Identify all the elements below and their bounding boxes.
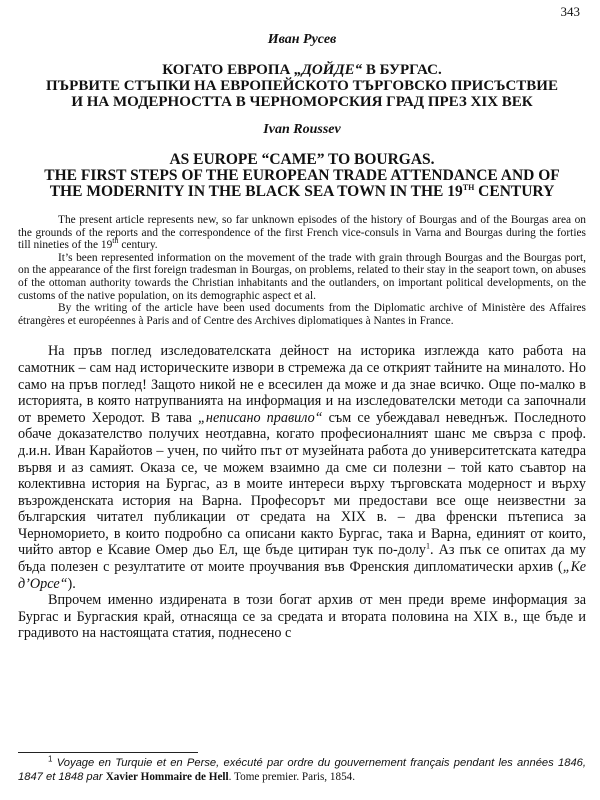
title-english-line-3: THE MODERNITY IN THE BLACK SEA TOWN IN THE 19TH CENTURY xyxy=(49,182,555,200)
footnote-reference[interactable]: 1 xyxy=(426,541,430,551)
body-paragraph-2: Впрочем именно издирената в този богат архив от мен преди време информация за Бургас и Бургаския край, отнасяща се за средата и втората половина на XIX в., ще бъде и градивото на настоящата статия, поднесено с xyxy=(18,592,586,642)
footnote: $^1$ Voyage en Turquie et en Perse, exécuté par ordre du gouvernement français pendant les années 1846, 1847 et 1848 par Xavier Hommaire de Hell. Tome premier. Paris, 1854. xyxy=(18,754,586,783)
abstract-paragraph-1: The present article represents new, so far unknown episodes of the history of Bourgas and of the Bourgas area on the grounds of the reports and the correspondence of the first French vice-consuls in Varna and Bourgas during the forties till nineties of the 19th century. xyxy=(18,214,586,252)
author-name-bulgarian: Иван Русев xyxy=(267,32,337,47)
abstract-paragraph-2: It’s been represented information on the movement of the trade with grain through Bourgas and the Bourgas port, on the appearance of the first foreign tradesman in Bourgas, on problems, related to their stay in the seaport town, on abuses of the ottoman authority towards the Christian inhabitants and the outlanders, on important political developments, on the customs of the native population, on its demographic aspect et al. xyxy=(18,251,586,302)
page-number: 343 xyxy=(560,4,580,19)
title-bulgarian-line-3: И НА МОДЕРНОСТТА В ЧЕРНОМОРСКИЯ ГРАД ПРЕЗ XIX ВЕК xyxy=(71,94,533,110)
footnote-marker: 1 xyxy=(48,754,53,764)
abstract xyxy=(18,214,586,327)
italic-phrase: „неписано правило“ xyxy=(198,409,323,426)
title-english xyxy=(18,152,586,200)
title-bulgarian-line-1: КОГАТО ЕВРОПА „ДОЙДЕ“ В БУРГАС. xyxy=(162,62,442,78)
title-bulgarian-line-2: ПЪРВИТЕ СТЪПКИ НА ЕВРОПЕЙСКОТО ТЪРГОВСКО ПРИСЪСТВИЕ xyxy=(46,78,558,94)
abstract-paragraph-3: By the writing of the article have been used documents from the Diplomatic archive of Ministère des Affaires étrangères et européennes à Paris and of Centre des Archives diplomatiques à Nantes in France. xyxy=(18,302,586,327)
title-quoted-word: „ДОЙДЕ“ xyxy=(294,62,363,78)
body-text xyxy=(18,343,586,642)
body-paragraph-1: На пръв поглед изследователската дейност на историка изглежда като работа на самотник – сам над историческите извори в стремежа да се открият тайните на миналото. Но само на пръв поглед! Защото никой не е всесилен да може и да знае всичко. Още по-малко в историята, в която натрупванията на информация и на изследователски методи са започнали от времето Херодот. В тава „неписано правило“ съм се убеждавал неведнъж. Последното обаче доказателство получих неотдавна, когато професионалният шанс ме свърза с проф. д.и.н. Иван Карайотов – учен, по чийто път от музейната работа до университетската катедра вървя и аз самият. Оказа се, че можем взаимно да сме си полезни – той като съавтор на колективна история на Бургас, аз в моите интереси върху търговската модерност и върху възрожденската история на Варна. Професорът ми предостави все още неизвестни за българския читател публикации от средата на XIX в. – два френски пътеписа за Черноморието, в които подробно са описани както Бургас, така и Варна, единият от които, чийто автор е Ксавие Омер дьо Ел, ще бъде цитиран тук по-долу$^1$. Аз пък се опитах да му бъда полезен с резултатите от моите проучвания във Френския дипломатически архив („Ке д’Орсе“). xyxy=(18,343,586,592)
footnote-author: Xavier Hommaire de Hell xyxy=(105,770,229,783)
footnote-divider xyxy=(18,752,198,753)
title-bulgarian xyxy=(18,62,586,110)
italic-archive-name: „Ке д’Орсе“ xyxy=(18,559,586,592)
title-english-line-1: AS EUROPE “CAME” TO BOURGAS. xyxy=(169,151,435,168)
author-name-english: Ivan Roussev xyxy=(263,122,341,137)
title-english-line-2: THE FIRST STEPS OF THE EUROPEAN TRADE ATTENDANCE AND OF xyxy=(44,167,560,184)
